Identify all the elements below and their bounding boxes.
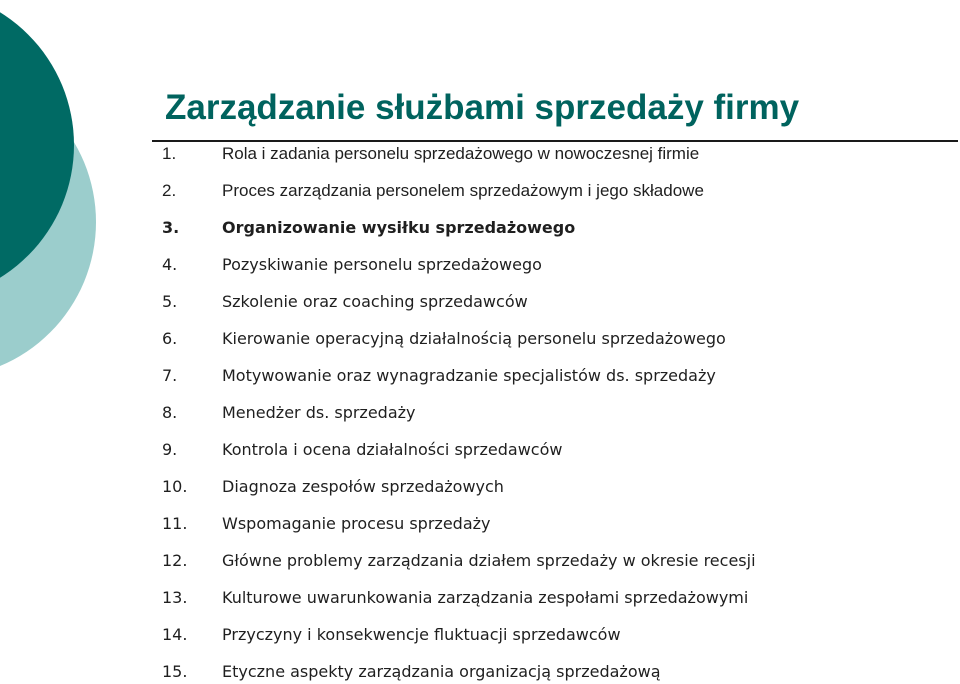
- item-text: Główne problemy zarządzania działem sprzedaży w okresie recesji: [222, 551, 756, 570]
- item-text: Menedżer ds. sprzedaży: [222, 403, 416, 422]
- item-number: 3.: [162, 218, 180, 237]
- item-number: 7.: [162, 366, 178, 385]
- item-number: 1.: [162, 144, 177, 163]
- decorative-circles: [0, 0, 140, 370]
- item-number: 10.: [162, 477, 188, 496]
- item-text: Diagnoza zespołów sprzedażowych: [222, 477, 504, 496]
- item-text: Kierowanie operacyjną działalnością personelu sprzedażowego: [222, 329, 726, 348]
- item-text: Przyczyny i konsekwencje fluktuacji sprzedawców: [222, 625, 621, 644]
- item-text: Rola i zadania personelu sprzedażowego w nowoczesnej firmie: [222, 144, 700, 163]
- item-text: Pozyskiwanie personelu sprzedażowego: [222, 255, 542, 274]
- item-number: 15.: [162, 662, 188, 681]
- item-text: Kulturowe uwarunkowania zarządzania zespołami sprzedażowymi: [222, 588, 749, 607]
- item-number: 8.: [162, 403, 178, 422]
- item-number: 4.: [162, 255, 178, 274]
- item-text: Wspomaganie procesu sprzedaży: [222, 514, 491, 533]
- item-number: 2.: [162, 181, 177, 200]
- item-number: 6.: [162, 329, 178, 348]
- item-number: 12.: [162, 551, 188, 570]
- item-text: Proces zarządzania personelem sprzedażowym i jego składowe: [222, 181, 704, 200]
- item-text: Motywowanie oraz wynagradzanie specjalistów ds. sprzedaży: [222, 366, 716, 385]
- item-number: 11.: [162, 514, 188, 533]
- item-text: Etyczne aspekty zarządzania organizacją sprzedażową: [222, 662, 661, 681]
- item-number: 9.: [162, 440, 178, 459]
- item-number: 13.: [162, 588, 188, 607]
- slide-title: Zarządzanie służbami sprzedaży firmy: [165, 88, 800, 127]
- item-number: 14.: [162, 625, 188, 644]
- item-text: Szkolenie oraz coaching sprzedawców: [222, 292, 528, 311]
- item-text: Kontrola i ocena działalności sprzedawców: [222, 440, 563, 459]
- item-text: Organizowanie wysiłku sprzedażowego: [222, 218, 576, 237]
- item-number: 5.: [162, 292, 178, 311]
